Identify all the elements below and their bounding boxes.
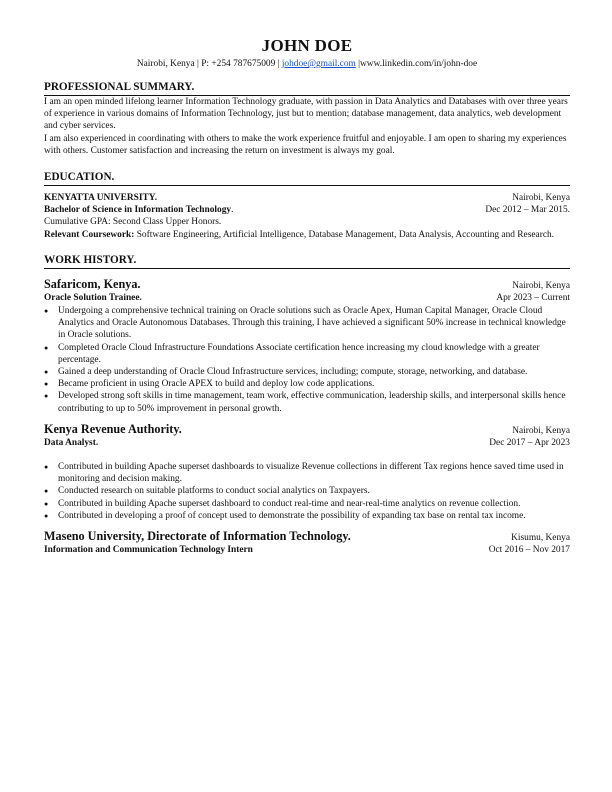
- job-entry: [44, 422, 570, 522]
- job-dates: Dec 2017 – Apr 2023: [489, 437, 570, 448]
- company-location: Kisumu, Kenya: [511, 533, 570, 544]
- work-heading: WORK HISTORY.: [44, 253, 570, 269]
- school-location: Nairobi, Kenya: [512, 193, 570, 204]
- job-dates: Oct 2016 – Nov 2017: [488, 545, 570, 556]
- job-company-row: [44, 422, 570, 437]
- bullet-item: ● Became proficient in using Oracle APEX to build and deploy low code applications.: [44, 378, 570, 390]
- job-role: Information and Communication Technology Intern: [44, 545, 253, 556]
- job-entry: [44, 529, 570, 556]
- job-role: Oracle Solution Trainee.: [44, 292, 142, 303]
- degree-name: Bachelor of Science in Information Technology: [44, 205, 232, 216]
- summary-paragraph-1: I am an open minded lifelong learner Information Technology graduate, with passion in Data Analytics and Databases with over three years of experience in various domains of Information Technology, just but to mention; database management, data analytics, web development and cyber services.: [44, 97, 568, 132]
- summary-heading: PROFESSIONAL SUMMARY.: [44, 80, 570, 96]
- contact-location-phone: Nairobi, Kenya | P: +254 787675009 |: [136, 59, 280, 69]
- coursework-text: Software Engineering, Artificial Intelligence, Database Management, Data Analysis, Accounting and Research.: [134, 229, 555, 240]
- company-location: Nairobi, Kenya: [512, 425, 570, 436]
- coursework-label: Relevant Coursework:: [44, 229, 135, 240]
- job-role-row: [44, 544, 570, 556]
- education-school-row: [44, 192, 570, 204]
- education-entry: [44, 192, 570, 241]
- email-link[interactable]: johdoe@gmail.com: [281, 59, 356, 69]
- bullet-item: ● Undergoing a comprehensive technical training on Oracle solutions such as Oracle Apex, Human Capital Manager, Oracle Cloud Analytics and Oracle Autonomous Databases. Through this training, I have achieved a significant 50% increase in technical knowledge in Oracle solutions.: [44, 305, 570, 342]
- education-degree-row: [44, 204, 570, 216]
- job-company-row: [44, 277, 570, 292]
- gpa-line: Cumulative GPA: Second Class Upper Honors.: [44, 217, 222, 228]
- company-location: Nairobi, Kenya: [512, 280, 570, 291]
- bullet-item: ● Developed strong soft skills in time management, team work, effective communication, leadership skills, and interpersonal skills hence contributing to up to 50% improvement in personal growth.: [44, 390, 570, 414]
- job-dates: Apr 2023 – Current: [496, 292, 570, 303]
- company-name: Safaricom, Kenya.: [44, 276, 141, 291]
- summary-paragraph-2: I am also experienced in coordinating with others to make the work experience fruitful and enjoyable. I am open to sharing my experiences with others. Customer satisfaction and increasing the return on investment is always my goal.: [44, 133, 567, 156]
- job-bullets: [44, 461, 570, 522]
- resume-page: [44, 36, 570, 556]
- bullet-item: ● Contributed in developing a proof of concept used to demonstrate the possibility of expanding tax base on rental tax income.: [44, 510, 570, 522]
- job-company-row: [44, 529, 570, 544]
- education-heading: EDUCATION.: [44, 170, 570, 186]
- company-name: Kenya Revenue Authority.: [44, 421, 182, 436]
- job-role: Data Analyst.: [44, 437, 99, 448]
- linkedin-url: |www.linkedin.com/in/john-doe: [358, 59, 478, 69]
- degree-dates: Dec 2012 – Mar 2015.: [485, 205, 570, 216]
- candidate-name: JOHN DOE: [261, 36, 353, 55]
- company-name: Maseno University, Directorate of Information Technology.: [44, 529, 351, 544]
- bullet-item: ● Completed Oracle Cloud Infrastructure Foundations Associate certification hence increasing my cloud knowledge with a greater percentage.: [44, 342, 570, 366]
- bullet-item: ● Gained a deep understanding of Oracle Cloud Infrastructure services, including; compute, storage, networking, and database.: [44, 366, 570, 378]
- bullet-item: ● Contributed in building Apache superset dashboard to conduct real-time and near-real-time analytics on revenue collection.: [44, 498, 570, 510]
- bullet-item: ● Contributed in building Apache superset dashboards to visualize Revenue collections in different Tax regions hence saved time used in monitoring and decision making.: [44, 461, 570, 485]
- job-role-row: [44, 292, 570, 304]
- job-role-row: [44, 437, 570, 449]
- coursework-line: [44, 229, 570, 241]
- contact-line: [44, 58, 570, 70]
- bullet-item: ● Conducted research on suitable platforms to conduct social analytics on Taxpayers.: [44, 485, 570, 497]
- degree-suffix: .: [231, 205, 234, 216]
- job-bullets: [44, 305, 570, 415]
- job-entry: [44, 277, 570, 415]
- school-name: KENYATTA UNIVERSITY.: [44, 193, 158, 204]
